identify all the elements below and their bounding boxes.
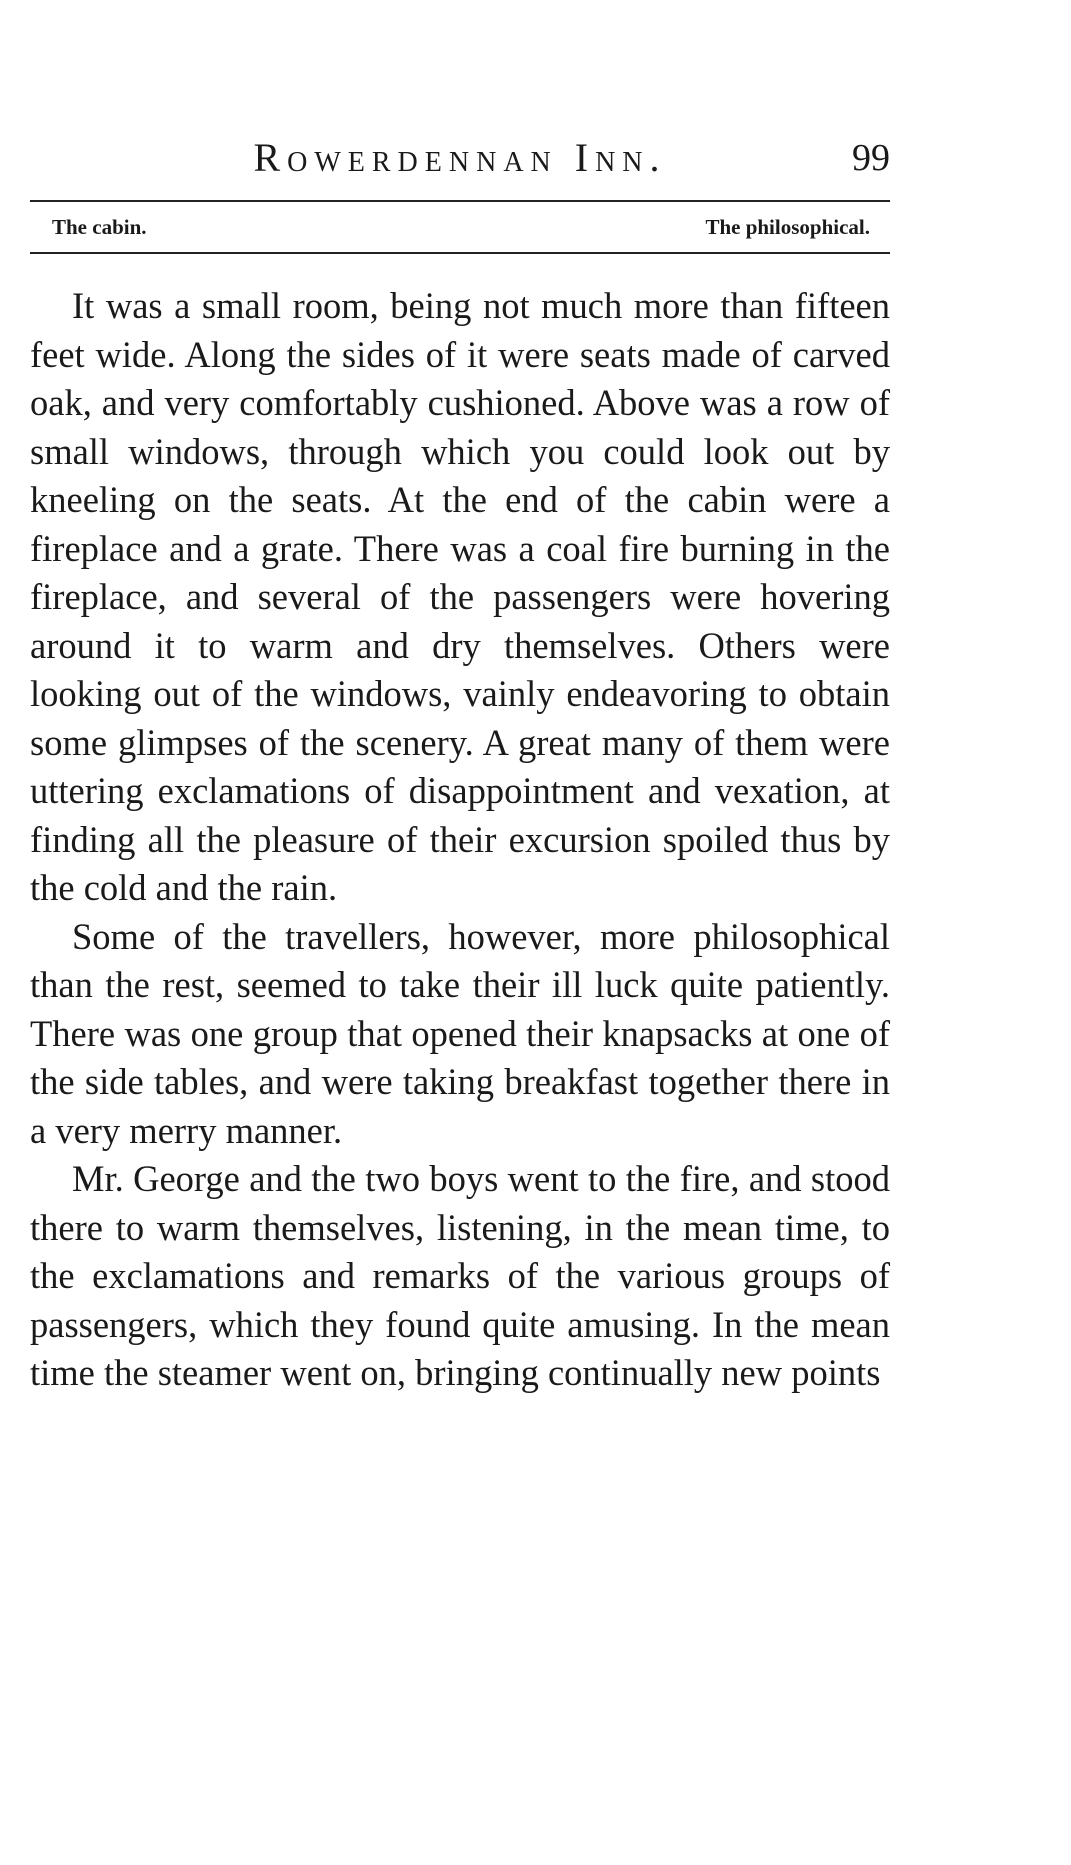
book-page	[30, 0, 890, 1865]
side-note-left: The cabin.	[52, 215, 147, 239]
running-head	[30, 133, 890, 183]
side-note-right: The philosophical.	[705, 215, 870, 239]
running-title: Rowerdennan Inn.	[253, 135, 667, 180]
side-notes	[30, 205, 890, 249]
paragraph-1: It was a small room, being not much more than fifteen feet wide. Along the sides of it were seats made of carved oak, and very comfortably cushioned. Above was a row of small windows, through which you could look out by kneeling on the seats. At the end of the cabin were a fireplace and a grate. There was a coal fire burning in the fireplace, and several of the passengers were hovering around it to warm and dry themselves. Others were looking out of the windows, vainly endeavoring to obtain some glimpses of the scenery. A great many of them were uttering exclamations of disappointment and vexation, at finding all the pleasure of their excursion spoiled thus by the cold and the rain.	[30, 285, 890, 908]
header-rule-bottom	[30, 252, 890, 254]
paragraph-2: Some of the travellers, however, more philosophical than the rest, seemed to take their ill luck quite patiently. There was one group that opened their knapsacks at one of the side tables, and were taking breakfast together there in a very merry manner.	[30, 915, 890, 1151]
page-number: 99	[852, 137, 890, 179]
paragraph-3: Mr. George and the two boys went to the fire, and stood there to warm themselves, listening, in the mean time, to the exclamations and remarks of the various groups of passengers, which they found quite amusing. In the mean time the steamer went on, bringing continually new points	[30, 1158, 890, 1393]
header-rule-top	[30, 200, 890, 202]
body-text	[30, 282, 890, 1398]
